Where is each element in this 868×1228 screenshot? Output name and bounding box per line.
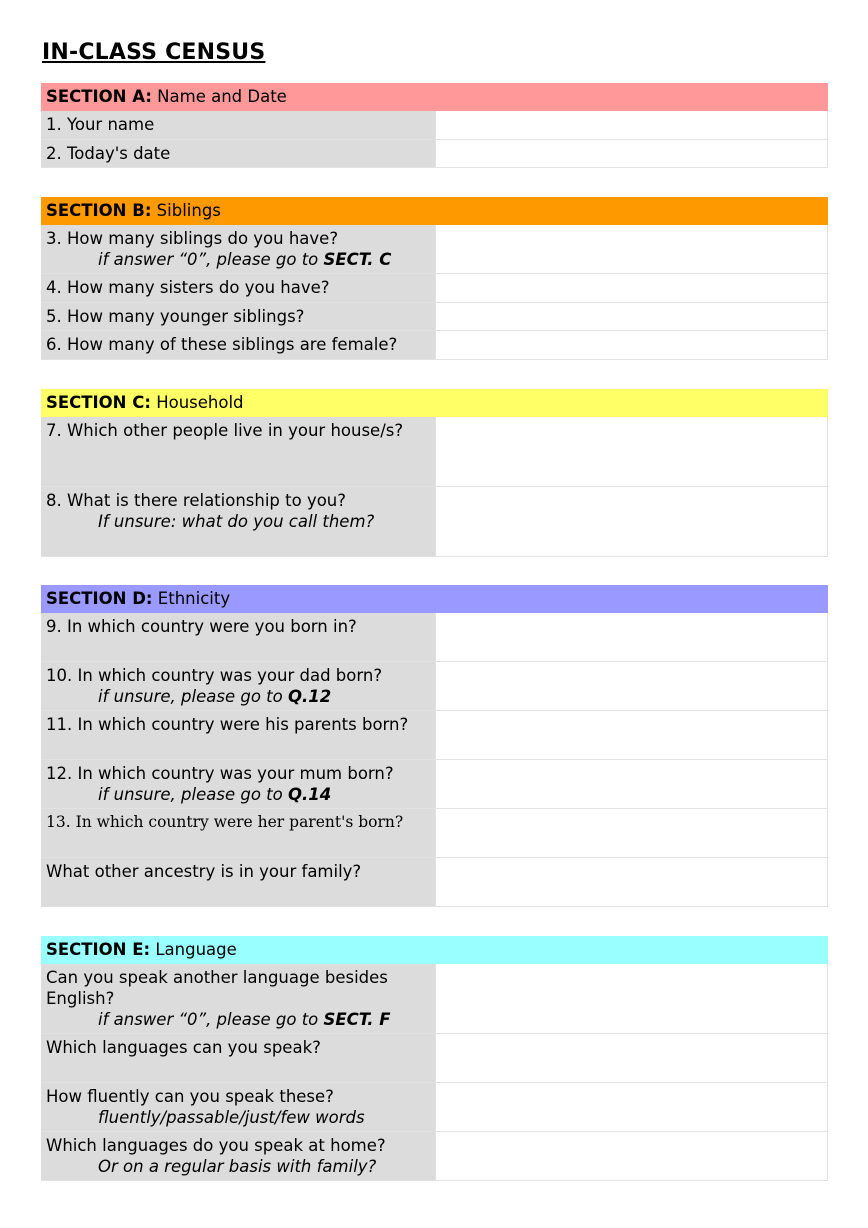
section-e-name: Language [155,940,237,959]
question-18-text: Which languages do you speak at home? [46,1136,386,1155]
question-11: 11. In which country were his parents born? [41,711,435,759]
question-12-hint-text: if unsure, please go to [98,785,288,804]
section-a-name: Name and Date [157,87,287,106]
question-18-hint: Or on a regular basis with family? [98,1157,377,1176]
answer-18[interactable] [435,1132,828,1180]
row-q16 [41,1034,828,1083]
section-d-label: SECTION D: [46,589,153,608]
row-q13 [41,809,828,858]
answer-9[interactable] [435,613,828,661]
answer-3[interactable] [435,225,828,273]
section-a-header [41,83,828,111]
answer-15[interactable] [435,964,828,1033]
section-b [41,197,828,360]
question-10-hint [46,686,430,707]
question-12-hint-target: Q.14 [287,785,332,804]
row-q2 [41,140,828,168]
section-b-label: SECTION B: [46,201,152,220]
section-c-name: Household [156,393,244,412]
row-q11 [41,711,828,760]
question-8-text: 8. What is there relationship to you? [46,491,347,510]
answer-6[interactable] [435,331,828,359]
question-10-hint-text: if unsure, please go to [98,687,288,706]
answer-10[interactable] [435,662,828,710]
section-d-name: Ethnicity [157,589,231,608]
question-12-text: 12. In which country was your mum born? [46,764,394,783]
question-12 [41,760,435,808]
question-15-text: Can you speak another language besides English? [46,968,388,1008]
row-q6 [41,331,828,360]
answer-12[interactable] [435,760,828,808]
question-12-hint [46,784,430,805]
row-q15 [41,964,828,1034]
question-10-hint-target: Q.12 [287,687,332,706]
section-c [41,389,828,557]
row-q10 [41,662,828,711]
answer-1[interactable] [435,111,828,139]
row-q17 [41,1083,828,1132]
row-q12 [41,760,828,809]
question-17-hint: fluently/passable/just/few words [98,1108,365,1127]
question-9: 9. In which country were you born in? [41,613,435,661]
answer-7[interactable] [435,417,828,486]
row-q1 [41,111,828,140]
section-a-label: SECTION A: [46,87,152,106]
question-8-hint: If unsure: what do you call them? [98,512,375,531]
question-7: 7. Which other people live in your house/s? [41,417,435,486]
question-3-text: 3. How many siblings do you have? [46,229,339,248]
section-d [41,585,828,907]
question-3-hint [46,249,430,270]
question-4: 4. How many sisters do you have? [41,274,435,302]
question-6: 6. How many of these siblings are female? [41,331,435,359]
section-a [41,83,828,168]
question-10 [41,662,435,710]
question-13: 13. In which country were her parent's born? [41,809,435,857]
question-3 [41,225,435,273]
answer-2[interactable] [435,140,828,167]
section-d-header [41,585,828,613]
row-q14 [41,858,828,907]
row-q3 [41,225,828,274]
question-15-hint-text: if answer “0”, please go to [98,1010,324,1029]
question-17 [41,1083,435,1131]
section-e-header [41,936,828,964]
question-15-hint-target: SECT. F [323,1010,391,1029]
row-q5 [41,303,828,331]
question-16: Which languages can you speak? [41,1034,435,1082]
row-q18 [41,1132,828,1181]
row-q9 [41,613,828,662]
row-q7 [41,417,828,487]
answer-16[interactable] [435,1034,828,1082]
question-15-hint [46,1009,430,1030]
answer-14[interactable] [435,858,828,906]
answer-4[interactable] [435,274,828,302]
question-17-text: How fluently can you speak these? [46,1087,334,1106]
question-14: What other ancestry is in your family? [41,858,435,906]
question-1: 1. Your name [41,111,435,139]
row-q8 [41,487,828,557]
answer-17[interactable] [435,1083,828,1131]
question-3-hint-target: SECT. C [323,250,392,269]
section-b-name: Siblings [156,201,221,220]
question-3-hint-text: if answer “0”, please go to [98,250,324,269]
page-title: IN-CLASS CENSUS [42,40,266,65]
answer-13[interactable] [435,809,828,857]
question-10-text: 10. In which country was your dad born? [46,666,383,685]
answer-8[interactable] [435,487,828,556]
question-15 [41,964,435,1033]
section-e-label: SECTION E: [46,940,151,959]
question-8 [41,487,435,556]
section-b-header [41,197,828,225]
row-q4 [41,274,828,303]
question-2: 2. Today's date [41,140,435,167]
answer-5[interactable] [435,303,828,330]
section-c-header [41,389,828,417]
answer-11[interactable] [435,711,828,759]
section-c-label: SECTION C: [46,393,151,412]
question-5: 5. How many younger siblings? [41,303,435,330]
section-e [41,936,828,1181]
question-18 [41,1132,435,1180]
